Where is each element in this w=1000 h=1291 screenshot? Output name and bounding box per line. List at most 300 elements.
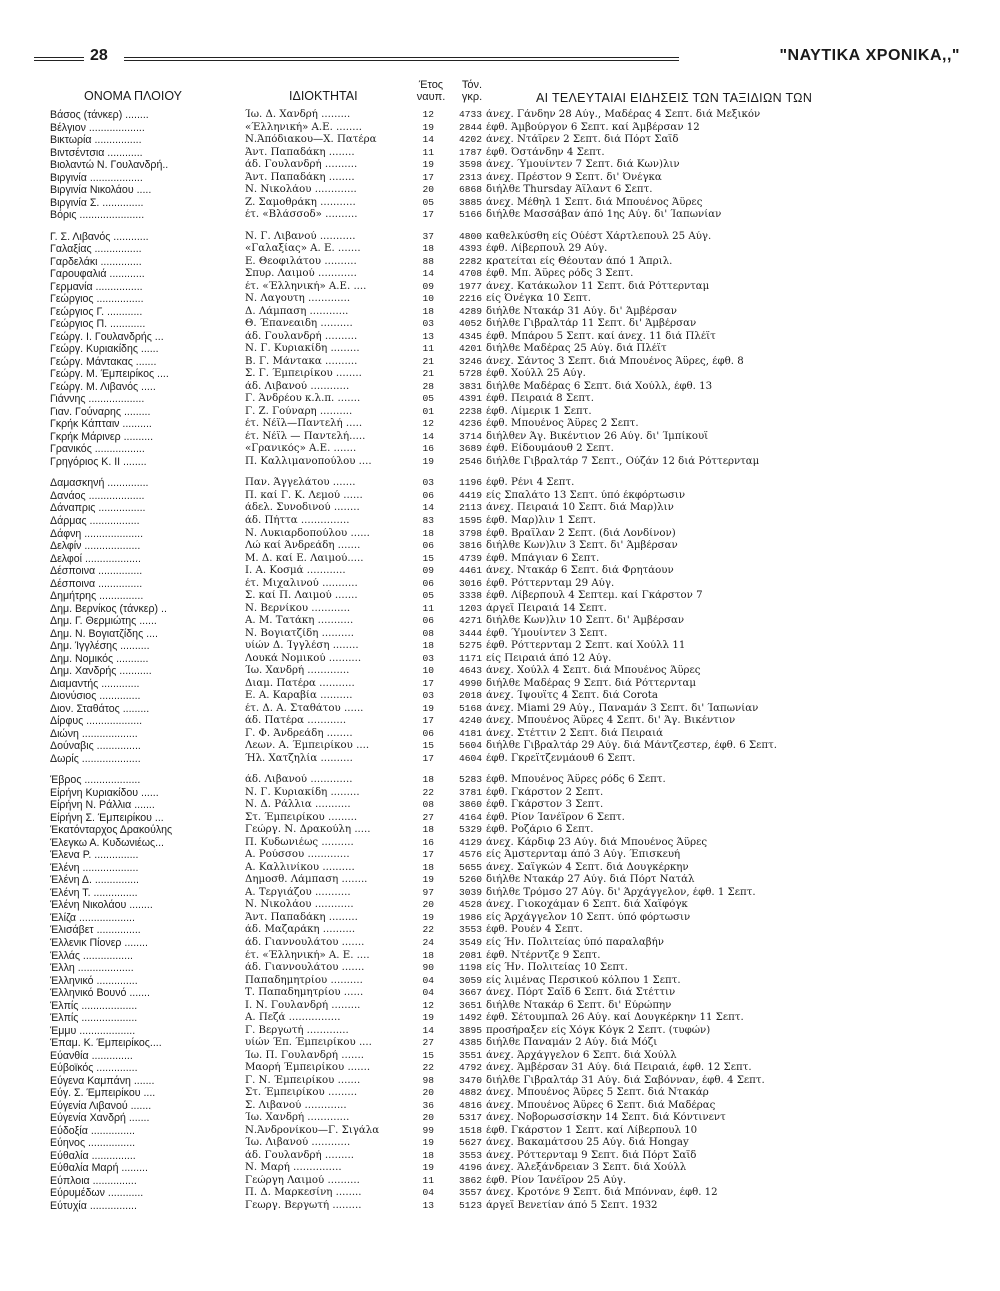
tonnage-cell: 4733 [458, 109, 482, 120]
ship-name-cell: Δέσποινα ............... [50, 577, 143, 590]
latest-news-cell: άνεχ. Ίψουΐτς 4 Σεπτ. διά Corota [486, 690, 658, 702]
table-row [0, 502, 1000, 515]
owner-cell: άδ. Γιαννουλάτου ....... [245, 962, 365, 974]
tonnage-cell: 2282 [458, 255, 482, 267]
ship-name-cell: Δημ. Γ. Θερμιώτης ...... [50, 615, 157, 628]
table-row [0, 456, 1000, 469]
tonnage-cell: 2216 [458, 293, 482, 305]
year-built-cell: 22 [422, 786, 434, 798]
table-row [0, 1125, 1000, 1138]
tonnage-cell: 3895 [458, 1024, 482, 1036]
table-row [0, 553, 1000, 566]
table-row [0, 147, 1000, 160]
tonnage-cell: 4052 [458, 318, 482, 330]
owner-cell: άδ. Πατέρα ............ [245, 715, 347, 727]
ship-name-cell: Εύανθία .............. [50, 1049, 133, 1062]
owner-cell: άδ. Λιβανού ............. [245, 774, 353, 786]
tonnage-cell: 4240 [458, 715, 482, 727]
year-built-cell: 01 [422, 405, 434, 417]
ship-name-cell: Γεώργ. Μάντακας ....... [50, 355, 157, 368]
ship-name-cell: Έλλη ................... [50, 962, 134, 975]
tonnage-cell: 4990 [458, 677, 482, 689]
ship-name-cell: Έβρος ................... [50, 774, 141, 787]
year-built-cell: 19 [422, 159, 434, 171]
year-built-cell: 11 [422, 1174, 434, 1186]
tonnage-cell: 1986 [458, 911, 482, 923]
owner-cell: Σ. Γ. Έμπειρίκου ........ [245, 368, 362, 380]
table-row [0, 753, 1000, 766]
owner-cell: έτ. «Έλληνική» Α.Ε. .... [245, 280, 367, 292]
tonnage-cell: 4739 [458, 552, 482, 564]
ship-name-cell: Έλένη Νικολάου ........ [50, 899, 153, 912]
ship-name-cell: Γαρουφαλιά ............ [50, 268, 145, 281]
year-built-cell: 14 [422, 1024, 434, 1036]
year-built-cell: 04 [422, 987, 434, 999]
table-row [0, 1025, 1000, 1038]
tonnage-cell: 5728 [458, 368, 482, 380]
year-built-cell: 18 [422, 774, 434, 786]
latest-news-cell: άνεχ. Κατάκωλον 11 Σεπτ. διά Ρόττερνταμ [486, 280, 710, 292]
year-built-cell: 27 [422, 811, 434, 823]
tonnage-cell: 4271 [458, 615, 482, 627]
ship-name-cell: Δάναπρις ................ [50, 502, 146, 515]
tonnage-cell: 3831 [458, 380, 482, 392]
ship-name-cell: Δημήτρης ............... [50, 590, 144, 603]
latest-news-cell: έφθ. Σέτουμπαλ 26 Αύγ. καί Δουγκέρκην 11 Σεπτ. [486, 1012, 744, 1024]
latest-news-cell: άνεχ. Ντάϊρεν 2 Σεπτ. διά Πόρτ Σαΐδ [486, 134, 679, 146]
owner-cell: Σ. καί Π. Λαιμού ....... [245, 590, 358, 602]
latest-news-cell: άνεχ. Πειραιά 10 Σεπτ. διά Μαρ)λιν [486, 502, 674, 514]
tonnage-cell: 3338 [458, 590, 482, 602]
year-built-cell: 19 [422, 1162, 434, 1174]
year-built-cell: 19 [422, 702, 434, 714]
tonnage-cell: 4816 [458, 1099, 482, 1111]
year-built-cell: 14 [422, 502, 434, 514]
tonnage-cell: 1196 [458, 477, 482, 489]
tonnage-cell: 5260 [458, 874, 482, 886]
year-built-cell: 19 [422, 1137, 434, 1149]
ship-name-cell: Βιργινία .................. [50, 171, 143, 184]
tonnage-cell: 1198 [458, 962, 482, 974]
table-row [0, 653, 1000, 666]
journal-title: "ΝΑΥΤΙΚΑ ΧΡΟΝΙΚΑ,," [779, 47, 960, 64]
latest-news-cell: έφθ. Λίβερπουλ 4 Σεπτεμ. καί Γκάρστον 7 [486, 590, 703, 602]
ship-name-cell: Εύπλοια ............... [50, 1174, 137, 1187]
table-row [0, 528, 1000, 541]
ship-name-cell: Έμμυ ................... [50, 1024, 136, 1037]
tonnage-cell: 4800 [458, 230, 482, 242]
owner-cell: Δ. Λάμπαση ............ [245, 305, 349, 317]
latest-news-cell: άνεχ. Miami 29 Αύγ., Παναμάν 3 Σεπτ. δι' Ίαπωνίαν [486, 702, 759, 714]
table-row [0, 837, 1000, 850]
owner-cell: Ε. Θεοφιλάτου .......... [245, 255, 357, 267]
ship-name-cell: Έλένη ................... [50, 861, 139, 874]
year-built-cell: 28 [422, 380, 434, 392]
table-row [0, 787, 1000, 800]
latest-news-cell: άνεχ. Νοβορωσσίσκην 14 Σεπτ. διά Κόντινεντ [486, 1112, 726, 1124]
year-built-cell: 18 [422, 640, 434, 652]
latest-news-cell: διήλθε Ντακάρ 6 Σεπτ. δι' Εύρώπην [486, 999, 672, 1011]
year-built-cell: 99 [422, 1124, 434, 1136]
owner-cell: Ν. Βογιατζίδη .......... [245, 627, 354, 639]
latest-news-cell: έφθ. Μπάγιαν 6 Σεπτ. [486, 552, 600, 564]
ship-name-cell: Γαλαξίας ................ [50, 243, 142, 256]
tonnage-cell: 4345 [458, 330, 482, 342]
year-built-cell: 13 [422, 1199, 434, 1211]
year-built-cell: 83 [422, 514, 434, 526]
year-built-cell: 18 [422, 1149, 434, 1161]
ship-name-cell: Έλληνικό Βουνό ....... [50, 987, 150, 1000]
year-built-cell: 06 [422, 489, 434, 501]
year-built-cell: 11 [422, 602, 434, 614]
year-built-cell: 16 [422, 443, 434, 455]
ship-name-cell: Διαμαντής ............. [50, 677, 140, 690]
latest-news-cell: έφθ. Λίμερικ 1 Σεπτ. [486, 405, 592, 417]
owner-cell: υίών Έπ. Έμπειρίκου .... [245, 1037, 372, 1049]
tonnage-cell: 5168 [458, 702, 482, 714]
owner-cell: «Γαλαξίας» Α. Ε. ....... [245, 243, 361, 255]
ship-name-cell: Έλενα Ρ. ............... [50, 849, 139, 862]
year-built-cell: 14 [422, 134, 434, 146]
owner-cell: άδ. Γουλανδρή .......... [245, 159, 358, 171]
tonnage-cell: 5166 [458, 209, 482, 221]
ship-name-cell: Εύγενία Λιβανού ....... [50, 1099, 152, 1112]
tonnage-cell: 6868 [458, 184, 482, 196]
table-row [0, 603, 1000, 616]
tonnage-cell: 4289 [458, 305, 482, 317]
table-row [0, 628, 1000, 641]
owner-cell: Α. Ρούσσου ............. [245, 849, 350, 861]
year-built-cell: 05 [422, 196, 434, 208]
table-row [0, 1175, 1000, 1188]
ship-name-cell: Έλλάς ................. [50, 949, 133, 962]
year-built-cell: 06 [422, 615, 434, 627]
year-built-cell: 06 [422, 577, 434, 589]
ship-name-cell: Γ. Σ. Λιβανός ............ [50, 230, 149, 243]
owner-cell: Ι. Α. Κοσμά ............ [245, 565, 346, 577]
owner-cell: Ζ. Σαμοθράκη ........... [245, 196, 356, 208]
tonnage-cell: 2113 [458, 502, 482, 514]
ship-name-cell: Έλένη Δ. ............... [50, 874, 139, 887]
tonnage-cell: 4236 [458, 418, 482, 430]
ship-name-cell: Έλισάβετ ............... [50, 924, 141, 937]
owner-cell: έτ. «Βλάσσοδ» .......... [245, 209, 358, 221]
latest-news-cell: άνεχ. Στέττιν 2 Σεπτ. διά Πειραιά [486, 727, 663, 739]
owner-cell: Α. Καλλινίκου .......... [245, 861, 355, 873]
ship-name-cell: Δημ. Βερνίκος (τάνκερ) .. [50, 602, 167, 615]
ship-name-cell: Έπαμ. Κ. Έμπειρίκος.... [50, 1037, 162, 1050]
tonnage-cell: 3059 [458, 974, 482, 986]
column-header-year-line2: ναυπ. [416, 91, 446, 103]
ship-name-cell: Δαμασκηνή .............. [50, 477, 149, 490]
owner-cell: Ν. Γ. Κυριακίδη ......... [245, 786, 360, 798]
latest-news-cell: διήλθε Ντακάρ 27 Αύγ. διά Πόρτ Νατάλ [486, 874, 695, 886]
latest-news-cell: διήλθε Ντακάρ 31 Αύγ. δι' Άμβέρσαν [486, 305, 677, 317]
ship-name-cell: Βιργινία Νικολάου ..... [50, 184, 152, 197]
table-row [0, 774, 1000, 787]
ship-name-cell: Διονύσιος .............. [50, 690, 141, 703]
page-header [34, 44, 960, 72]
table-row [0, 268, 1000, 281]
latest-news-cell: διήλθε Μαδέρας 25 Αύγ. διά Πλέϊτ [486, 343, 667, 355]
tonnage-cell: 2238 [458, 405, 482, 417]
column-header-tonnage-line2: γκρ. [461, 91, 483, 103]
column-header-tonnage-line1: Τόν. [461, 79, 483, 91]
ship-name-cell: Γρηγόριος Κ. ΙΙ ........ [50, 455, 147, 468]
latest-news-cell: διήλθε Μασσάβαν άπό 1ης Αύγ. δι' Ίαπωνίαν [486, 209, 722, 221]
tonnage-cell: 4882 [458, 1087, 482, 1099]
ship-name-cell: Δημ. Χανδρής ........... [50, 665, 152, 678]
tonnage-cell: 2018 [458, 690, 482, 702]
tonnage-cell: 4461 [458, 565, 482, 577]
owner-cell: άδελ. Συνοδινού ........ [245, 502, 360, 514]
year-built-cell: 19 [422, 455, 434, 467]
table-row [0, 1037, 1000, 1050]
year-built-cell: 15 [422, 740, 434, 752]
owner-cell: Γεώργ. Ν. Δρακούλη ..... [245, 824, 371, 836]
latest-news-cell: διήλθεν Άγ. Βικέντιον 26 Αύγ. δι' Ίμπίκουϊ [486, 430, 709, 442]
owner-cell: Ε. Α. Καραβία .......... [245, 690, 353, 702]
owner-cell: Γ. Φ. Άνδρεάδη ........ [245, 727, 353, 739]
tonnage-cell: 3551 [458, 1049, 482, 1061]
table-row [0, 343, 1000, 356]
tonnage-cell: 3862 [458, 1174, 482, 1186]
latest-news-cell: άνεχ. Πόρτ Σαΐδ 6 Σεπτ. διά Στέττιν [486, 987, 676, 999]
ship-name-cell: Είρήνη Ν. Ράλλια ....... [50, 799, 155, 812]
table-row [0, 197, 1000, 210]
ship-name-cell: Γεώργιος Π. ............ [50, 318, 146, 331]
table-row [0, 256, 1000, 269]
year-built-cell: 24 [422, 937, 434, 948]
ship-name-cell: Δάρμας ................. [50, 514, 140, 527]
year-built-cell: 20 [422, 899, 434, 911]
owner-cell: Παπαδημητρίου .......... [245, 974, 363, 986]
table-row [0, 172, 1000, 185]
table-row [0, 515, 1000, 528]
tonnage-cell: 4181 [458, 727, 482, 739]
table-row [0, 443, 1000, 456]
latest-news-cell: άνεχ. Μπουένος Άϋρες 5 Σεπτ. διά Ντακάρ [486, 1087, 709, 1099]
owner-cell: Ι. Ν. Γουλανδρή ......... [245, 999, 361, 1011]
owner-cell: Σ. Λιβανού ............. [245, 1099, 347, 1111]
tonnage-cell: 4528 [458, 899, 482, 911]
table-row [0, 1150, 1000, 1163]
ship-name-cell: Εύθαλία Μαρή ......... [50, 1162, 148, 1175]
ship-name-cell: Διώνη ................... [50, 727, 138, 740]
latest-news-cell: άνεχ. Σάντος 3 Σεπτ. διά Μπουένος Άϋρες, έφθ. 8 [486, 355, 744, 367]
tonnage-cell: 3781 [458, 786, 482, 798]
table-row [0, 209, 1000, 222]
ship-table [0, 109, 1000, 1212]
year-built-cell: 08 [422, 627, 434, 639]
year-built-cell: 14 [422, 268, 434, 280]
ship-name-cell: Έλίζα ................... [50, 911, 135, 924]
latest-news-cell: άνεχ. Χούλλ 4 Σεπτ. διά Μπουένος Άϋρες [486, 665, 701, 677]
table-row [0, 690, 1000, 703]
tonnage-cell: 3444 [458, 627, 482, 639]
latest-news-cell: είς Σπαλάτο 13 Σεπτ. ύπό έκφόρτωσιν [486, 489, 686, 501]
year-built-cell: 04 [422, 1187, 434, 1199]
owner-cell: «Γρανικός» Α.Ε. ....... [245, 443, 357, 455]
latest-news-cell: άνεχ. Άλεξάνδρειαν 3 Σεπτ. διά Χούλλ [486, 1162, 687, 1174]
ship-name-cell: Γεώργιος Γ. ............ [50, 305, 143, 318]
tonnage-cell: 4792 [458, 1062, 482, 1074]
table-row [0, 1075, 1000, 1088]
year-built-cell: 19 [422, 121, 434, 133]
table-row [0, 490, 1000, 503]
owner-cell: Ίω. Χανδρή ............. [245, 665, 350, 677]
year-built-cell: 19 [422, 1012, 434, 1024]
latest-news-cell: έφθ. Πειραιά 8 Σεπτ. [486, 393, 594, 405]
latest-news-cell: έφθ. Γκάρστον 2 Σεπτ. [486, 786, 604, 798]
owner-cell: άδ. Γουλανδρή .......... [245, 330, 358, 342]
owner-cell: Γ. Άνδρέου κ.λ.π. ....... [245, 393, 361, 405]
ship-name-cell: Έλληνικό .............. [50, 974, 138, 987]
tonnage-cell: 4196 [458, 1162, 482, 1174]
column-header-tonnage [454, 79, 490, 103]
latest-news-cell: έφθ. Όστάνδην 4 Σεπτ. [486, 146, 605, 158]
latest-news-cell: άνεχ. Γάνδην 28 Αύγ., Μαδέρας 4 Σεπτ. διά Μεξικόν [486, 109, 761, 120]
year-built-cell: 98 [422, 1074, 434, 1086]
year-built-cell: 15 [422, 1049, 434, 1061]
tonnage-cell: 5283 [458, 774, 482, 786]
column-header-year [413, 79, 449, 103]
owner-cell: έτ. Δ. Α. Σταθάτου ...... [245, 702, 364, 714]
year-built-cell: 20 [422, 184, 434, 196]
ship-name-cell: Βιντσέντσια ............ [50, 146, 143, 159]
ship-name-cell: Γεώργ. Ι. Γουλανδρής ... [50, 330, 164, 343]
owner-cell: Π. Καλλιμανοπούλου .... [245, 455, 372, 467]
latest-news-cell: είς Όνέγκα 10 Σεπτ. [486, 293, 592, 305]
tonnage-cell: 5317 [458, 1112, 482, 1124]
tonnage-cell: 4164 [458, 811, 482, 823]
tonnage-cell: 1492 [458, 1012, 482, 1024]
year-built-cell: 88 [422, 255, 434, 267]
table-row [0, 715, 1000, 728]
tonnage-cell: 1977 [458, 280, 482, 292]
table-row [0, 381, 1000, 394]
owner-cell: Ν. Λυκιαρδοπούλου ...... [245, 527, 370, 539]
ship-name-cell: Δανάος ................... [50, 489, 145, 502]
owner-cell: άδ. Λιβανού ............ [245, 380, 350, 392]
year-built-cell: 22 [422, 924, 434, 936]
tonnage-cell: 3816 [458, 540, 482, 552]
tonnage-cell: 3667 [458, 987, 482, 999]
tonnage-cell: 5627 [458, 1137, 482, 1149]
latest-news-cell: άνεχ. Βακαμάτσου 25 Αύγ. διά Hongay [486, 1137, 689, 1149]
year-built-cell: 17 [422, 171, 434, 183]
latest-news-cell: έφθ. Μπουένος Άϋρες ρόδς 6 Σεπτ. [486, 774, 666, 786]
ship-name-cell: Έλλενικ Πίονερ ........ [50, 937, 148, 949]
latest-news-cell: διήλθε Γιβραλτάρ 31 Αύγ. διά Σαβόνναν, έφθ. 4 Σεπτ. [486, 1074, 765, 1086]
ship-name-cell: Εύγενία Χανδρή ....... [50, 1112, 150, 1125]
latest-news-cell: διήλθε Γιβραλτάρ 29 Αύγ. διά Μάντζεστερ, έφθ. 6 Σεπτ. [486, 740, 777, 752]
ship-name-cell: Γερμανία ................ [50, 280, 143, 293]
tonnage-cell: 3689 [458, 443, 482, 455]
table-row [0, 1000, 1000, 1013]
tonnage-cell: 3246 [458, 355, 482, 367]
ship-name-cell: Δέσποινα ............... [50, 565, 143, 578]
tonnage-cell: 4576 [458, 849, 482, 861]
owner-cell: άδ. Γουλανδρή ......... [245, 1149, 355, 1161]
table-row [0, 1112, 1000, 1125]
latest-news-cell: έφθ. Βραΐλαν 2 Σεπτ. (διά Λονδίνον) [486, 527, 676, 539]
ship-name-cell: Εύγ. Σ. Έμπειρίκου .... [50, 1087, 156, 1100]
ship-name-cell: Είρήνη Κυριακίδου ...... [50, 786, 159, 799]
owner-cell: Διαμ. Πατέρα ........... [245, 677, 355, 689]
year-built-cell: 17 [422, 752, 434, 764]
table-row [0, 824, 1000, 837]
latest-news-cell: έφθ. Ρόττερνταμ 2 Σεπτ. καί Χούλλ 11 [486, 640, 686, 652]
latest-news-cell: διήλθε Κων)λιν 10 Σεπτ. δι' Άμβέρσαν [486, 615, 685, 627]
owner-cell: Δημοσθ. Λάμπαση ........ [245, 874, 368, 886]
ship-name-cell: Γεώργ. Κυριακίδης ...... [50, 343, 159, 356]
owner-cell: έτ. Μιχαλινού ........... [245, 577, 358, 589]
table-row [0, 1062, 1000, 1075]
year-built-cell: 03 [422, 477, 434, 489]
ship-name-cell: Δημ. Ίγγλέσης .......... [50, 640, 150, 653]
latest-news-cell: καθελκύσθη είς Ούέστ Χάρτλεπουλ 25 Αύγ. [486, 230, 712, 242]
ship-name-cell: Βιολαντώ Ν. Γουλανδρή.. [50, 159, 169, 172]
column-headers [0, 79, 1000, 107]
owner-cell: έτ. Νέϊλ — Παντελή..... [245, 430, 366, 442]
latest-news-cell: κρατείται είς Θέουταν άπό 1 Άπριλ. [486, 255, 673, 267]
latest-news-cell: άνεχ. Σαϊγκών 4 Σεπτ. διά Δουγκέρκην [486, 861, 689, 873]
tonnage-cell: 4419 [458, 489, 482, 501]
ship-name-cell: Δάφνη .................... [50, 527, 144, 540]
year-built-cell: 90 [422, 962, 434, 974]
table-row [0, 640, 1000, 653]
table-row [0, 1187, 1000, 1200]
tonnage-cell: 3549 [458, 937, 482, 948]
tonnage-cell: 2546 [458, 455, 482, 467]
year-built-cell: 12 [422, 999, 434, 1011]
latest-news-cell: διήλθε Γιβραλτάρ 7 Σεπτ., Ούζάν 12 διά Ρόττερνταμ [486, 455, 760, 467]
table-row [0, 540, 1000, 553]
ship-name-cell: Εύδοξία ............... [50, 1124, 135, 1137]
year-built-cell: 17 [422, 715, 434, 727]
owner-cell: Ν.Άνδρονίκου—Γ. Σιγάλα [245, 1124, 380, 1136]
column-header-owners: ΙΔΙΟΚΤΗΤΑΙ [289, 89, 358, 103]
table-row [0, 799, 1000, 812]
tonnage-cell: 3553 [458, 1149, 482, 1161]
latest-news-cell: άνεχ. Κάρδιφ 23 Αύγ. διά Μπουένος Άϋρες [486, 836, 708, 848]
year-built-cell: 21 [422, 368, 434, 380]
owner-cell: άδ. Γιαννουλάτου ....... [245, 937, 365, 948]
latest-news-cell: έφθ. Ρένι 4 Σεπτ. [486, 477, 575, 489]
latest-news-cell: είς Πειραιά άπό 12 Αύγ. [486, 652, 612, 664]
latest-news-cell: είς λιμένας Περσικού κόλπου 1 Σεπτ. [486, 974, 681, 986]
latest-news-cell: έφθ. Μπουένος Άϋρες 2 Σεπτ. [486, 418, 639, 430]
owner-cell: Γ. Ζ. Γούναρη .......... [245, 405, 353, 417]
table-row [0, 665, 1000, 678]
tonnage-cell: 4604 [458, 752, 482, 764]
year-built-cell: 12 [422, 418, 434, 430]
tonnage-cell: 3885 [458, 196, 482, 208]
tonnage-cell: 3553 [458, 924, 482, 936]
latest-news-cell: άνεχ. Κροτόνε 9 Σεπτ. διά Μπόνναν, έφθ. 12 [486, 1187, 718, 1199]
latest-news-cell: άργεϊ Πειραιά 14 Σεπτ. [486, 602, 607, 614]
year-built-cell: 17 [422, 849, 434, 861]
owner-cell: Γ. Ν. Έμπειρίκου ....... [245, 1074, 361, 1086]
ship-name-cell: Γαρδελάκι .............. [50, 255, 142, 268]
table-row [0, 887, 1000, 900]
year-built-cell: 05 [422, 393, 434, 405]
owner-cell: υίών Δ. Ίγγλέση ........ [245, 640, 359, 652]
ship-name-cell: Γκρήκ Μάρινερ .......... [50, 430, 154, 443]
latest-news-cell: έφθ. Ρόττερνταμ 29 Αύγ. [486, 577, 615, 589]
year-built-cell: 15 [422, 552, 434, 564]
